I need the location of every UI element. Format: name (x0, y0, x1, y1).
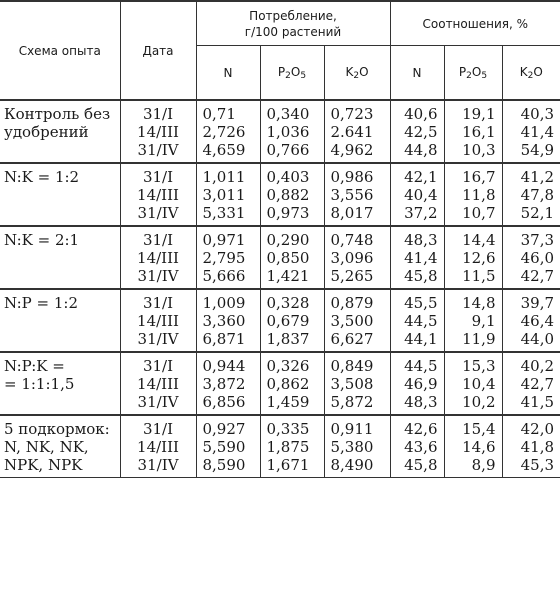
ratio-n-cell-line: 45,8 (404, 456, 438, 474)
n-cell-line: 6,871 (202, 330, 246, 348)
ratio-n-cell-line: 42,1 (404, 168, 438, 186)
date-cell-line: 31/I (142, 294, 174, 312)
ratio-k2o-cell (502, 100, 560, 163)
ratio-n-cell-line: 43,6 (404, 438, 438, 456)
k2o-cell (324, 289, 390, 352)
p2o5-cell-line: 0,328 (266, 294, 310, 312)
k2o-cell-line: 5,265 (330, 267, 374, 285)
ratio-p2o5-cell-line: 12,6 (462, 249, 496, 267)
date-cell (120, 100, 196, 163)
p2o5-cell (260, 100, 324, 163)
n-cell-line: 0,927 (202, 420, 246, 438)
date-cell-line: 31/IV (137, 393, 179, 411)
rp-o: O (471, 64, 482, 79)
ratio-n-cell-line: 45,5 (404, 294, 438, 312)
ratio-n-cell (390, 100, 444, 163)
ratio-p2o5-cell (444, 163, 502, 226)
p-letter: P (277, 64, 286, 79)
ratio-k2o-cell (502, 289, 560, 352)
scheme-cell-line: 5 подкормок: (4, 420, 110, 438)
k2o-cell-line: 5,380 (330, 438, 374, 456)
ratio-p2o5-cell-line: 10,7 (462, 204, 496, 222)
n-cell-line: 5,666 (202, 267, 246, 285)
rk-o: O (533, 64, 543, 79)
ratio-k2o-cell (502, 226, 560, 289)
ratio-n-cell-line: 44,5 (404, 357, 438, 375)
table-body (0, 100, 560, 478)
ratio-p2o5-cell-line: 8,9 (471, 456, 496, 474)
date-cell-line: 31/I (142, 357, 174, 375)
k-sub: 2 (353, 70, 360, 81)
header-consumption (196, 1, 390, 46)
k2o-cell-line: 2.641 (330, 123, 374, 141)
date-cell (120, 163, 196, 226)
ratio-k2o-cell-line: 41,4 (520, 123, 555, 141)
date-cell-line: 14/III (137, 186, 179, 204)
ratio-n-cell-line: 48,3 (404, 393, 438, 411)
date-cell-line: 31/IV (137, 267, 179, 285)
ratio-k2o-cell-line: 47,8 (520, 186, 555, 204)
ratio-n-cell-line: 40,4 (404, 186, 438, 204)
date-cell-line: 14/III (137, 249, 179, 267)
ratio-k2o-cell-line: 52,1 (520, 204, 555, 222)
scheme-cell (0, 415, 120, 478)
n-cell (196, 226, 260, 289)
date-cell-line: 31/IV (137, 456, 179, 474)
ratio-n-cell (390, 163, 444, 226)
ratio-p2o5-cell-line: 11,8 (462, 186, 496, 204)
p2o5-cell (260, 415, 324, 478)
ratio-k2o-cell-line: 46,0 (520, 249, 555, 267)
ratio-k2o-cell-line: 44,0 (520, 330, 555, 348)
p2o5-cell-line: 1,837 (266, 330, 310, 348)
ratio-p2o5-cell-line: 9,1 (471, 312, 496, 330)
scheme-cell-line: = 1:1:1,5 (4, 375, 75, 393)
ratio-n-cell-line: 42,6 (404, 420, 438, 438)
ratio-k2o-cell-line: 41,2 (520, 168, 555, 186)
k2o-cell-line: 0,849 (330, 357, 374, 375)
n-cell-line: 6,856 (202, 393, 246, 411)
p2o5-cell-line: 0,340 (266, 105, 310, 123)
ratio-k2o-cell-line: 42,7 (520, 375, 555, 393)
ratio-p2o5-cell-line: 19,1 (462, 105, 496, 123)
date-cell-line: 31/IV (137, 330, 179, 348)
header-consumption-line1: Потребление, (249, 8, 337, 23)
k2o-cell-line: 3,096 (330, 249, 374, 267)
ratio-n-cell-line: 44,5 (404, 312, 438, 330)
ratio-k2o-cell (502, 352, 560, 415)
scheme-cell (0, 226, 120, 289)
k2o-cell (324, 163, 390, 226)
ratio-k2o-cell (502, 163, 560, 226)
p2o5-cell-line: 0,403 (266, 168, 310, 186)
header-p2o5 (260, 46, 324, 101)
ratio-k2o-cell-line: 42,0 (520, 420, 555, 438)
table-row (0, 100, 560, 163)
ratio-n-cell-line: 42,5 (404, 123, 438, 141)
rk-sub: 2 (527, 70, 534, 81)
ratio-k2o-cell-line: 37,3 (520, 231, 555, 249)
date-cell-line: 14/III (137, 438, 179, 456)
table-row (0, 163, 560, 226)
header-ratio: Соотношения, % (390, 1, 560, 46)
ratio-k2o-cell-line: 40,3 (520, 105, 555, 123)
table-row (0, 352, 560, 415)
ratio-n-cell-line: 40,6 (404, 105, 438, 123)
date-cell (120, 415, 196, 478)
p2o5-cell-line: 0,850 (266, 249, 310, 267)
p-sub1: 2 (285, 70, 291, 81)
p2o5-cell (260, 163, 324, 226)
k2o-cell-line: 3,508 (330, 375, 374, 393)
ratio-k2o-cell-line: 39,7 (520, 294, 555, 312)
date-cell-line: 31/I (142, 231, 174, 249)
ratio-p2o5-cell (444, 289, 502, 352)
n-cell-line: 5,331 (202, 204, 246, 222)
table-row (0, 415, 560, 478)
ratio-n-cell-line: 41,4 (404, 249, 438, 267)
scheme-cell-line: N:K = 1:2 (4, 168, 80, 186)
n-cell-line: 3,011 (202, 186, 246, 204)
date-cell (120, 289, 196, 352)
ratio-p2o5-cell-line: 15,3 (462, 357, 496, 375)
ratio-n-cell (390, 226, 444, 289)
p2o5-cell-line: 1,036 (266, 123, 310, 141)
n-cell-line: 2,795 (202, 249, 246, 267)
table-row (0, 226, 560, 289)
scheme-cell (0, 352, 120, 415)
k2o-cell (324, 100, 390, 163)
k2o-cell-line: 5,872 (330, 393, 374, 411)
p2o5-cell-line: 0,290 (266, 231, 310, 249)
header-ratio-k2o (502, 46, 560, 101)
p2o5-cell-line: 0,882 (266, 186, 310, 204)
p-sub2: 5 (300, 70, 307, 81)
ratio-p2o5-cell-line: 11,5 (462, 267, 496, 285)
rp-letter: P (458, 64, 467, 79)
ratio-p2o5-cell-line: 10,2 (462, 393, 496, 411)
ratio-p2o5-cell-line: 10,3 (462, 141, 496, 159)
header-scheme: Схема опыта (0, 1, 120, 100)
header-k2o (324, 46, 390, 101)
header-n: N (196, 46, 260, 101)
ratio-k2o-cell-line: 41,8 (520, 438, 555, 456)
k2o-cell-line: 4,962 (330, 141, 374, 159)
p2o5-cell-line: 0,766 (266, 141, 310, 159)
ratio-p2o5-cell-line: 15,4 (462, 420, 496, 438)
ratio-p2o5-cell-line: 14,6 (462, 438, 496, 456)
date-cell-line: 31/I (142, 168, 174, 186)
date-cell-line: 14/III (137, 375, 179, 393)
k-o: O (359, 64, 369, 79)
scheme-cell-line: NPK, NPK (4, 456, 83, 474)
n-cell-line: 3,872 (202, 375, 246, 393)
p2o5-cell-line: 0,862 (266, 375, 310, 393)
k2o-cell (324, 226, 390, 289)
p-o: O (290, 64, 301, 79)
header-ratio-p2o5 (444, 46, 502, 101)
date-cell (120, 352, 196, 415)
ratio-n-cell-line: 44,1 (404, 330, 438, 348)
ratio-n-cell-line: 37,2 (404, 204, 438, 222)
p2o5-cell (260, 289, 324, 352)
n-cell-line: 3,360 (202, 312, 246, 330)
ratio-k2o-cell-line: 40,2 (520, 357, 555, 375)
date-cell-line: 31/I (142, 105, 174, 123)
date-cell (120, 226, 196, 289)
ratio-p2o5-cell-line: 10,4 (462, 375, 496, 393)
k2o-cell (324, 352, 390, 415)
rp-sub2: 5 (481, 70, 488, 81)
k2o-cell-line: 0,723 (330, 105, 374, 123)
p2o5-cell-line: 0,326 (266, 357, 310, 375)
ratio-n-cell-line: 48,3 (404, 231, 438, 249)
date-cell-line: 31/IV (137, 204, 179, 222)
date-cell-line: 14/III (137, 123, 179, 141)
n-cell (196, 352, 260, 415)
n-cell-line: 1,009 (202, 294, 246, 312)
scheme-cell-line: N:K = 2:1 (4, 231, 80, 249)
p2o5-cell-line: 1,421 (266, 267, 310, 285)
p2o5-cell (260, 352, 324, 415)
ratio-p2o5-cell (444, 415, 502, 478)
p2o5-cell-line: 1,671 (266, 456, 310, 474)
n-cell (196, 289, 260, 352)
n-cell-line: 5,590 (202, 438, 246, 456)
p2o5-cell-line: 0,679 (266, 312, 310, 330)
p2o5-cell-line: 1,875 (266, 438, 310, 456)
k2o-cell-line: 0,986 (330, 168, 374, 186)
n-cell-line: 0,971 (202, 231, 246, 249)
ratio-p2o5-cell-line: 14,8 (462, 294, 496, 312)
ratio-k2o-cell-line: 41,5 (520, 393, 555, 411)
date-cell-line: 31/IV (137, 141, 179, 159)
rp-sub1: 2 (466, 70, 472, 81)
ratio-n-cell (390, 289, 444, 352)
n-cell-line: 0,944 (202, 357, 246, 375)
header-consumption-line2: г/100 растений (244, 24, 342, 39)
ratio-n-cell-line: 46,9 (404, 375, 438, 393)
scheme-cell (0, 289, 120, 352)
n-cell (196, 415, 260, 478)
k-letter: K (345, 64, 354, 79)
k2o-cell-line: 3,556 (330, 186, 374, 204)
ratio-n-cell (390, 352, 444, 415)
ratio-k2o-cell-line: 42,7 (520, 267, 555, 285)
header-date: Дата (120, 1, 196, 100)
date-cell-line: 14/III (137, 312, 179, 330)
scheme-cell-line: N, NK, NK, (4, 438, 89, 456)
p2o5-cell (260, 226, 324, 289)
date-cell-line: 31/I (142, 420, 174, 438)
ratio-k2o-cell-line: 54,9 (520, 141, 555, 159)
rk-letter: K (519, 64, 528, 79)
ratio-n-cell (390, 415, 444, 478)
n-cell (196, 100, 260, 163)
ratio-p2o5-cell-line: 11,9 (462, 330, 496, 348)
p2o5-cell-line: 1,459 (266, 393, 310, 411)
scheme-cell (0, 163, 120, 226)
ratio-k2o-cell-line: 45,3 (520, 456, 555, 474)
ratio-n-cell-line: 44,8 (404, 141, 438, 159)
table-row (0, 289, 560, 352)
k2o-cell-line: 0,879 (330, 294, 374, 312)
header-ratio-n: N (390, 46, 444, 101)
p2o5-cell-line: 0,335 (266, 420, 310, 438)
ratio-k2o-cell (502, 415, 560, 478)
scheme-cell-line: N:P:K = (4, 357, 65, 375)
scheme-cell-line: N:P = 1:2 (4, 294, 78, 312)
n-cell-line: 4,659 (202, 141, 246, 159)
k2o-cell-line: 0,748 (330, 231, 374, 249)
n-cell-line: 0,71 (202, 105, 236, 123)
scheme-cell-line: Контроль без (4, 105, 111, 123)
p2o5-cell-line: 0,973 (266, 204, 310, 222)
ratio-k2o-cell-line: 46,4 (520, 312, 555, 330)
ratio-p2o5-cell-line: 14,4 (462, 231, 496, 249)
ratio-p2o5-cell (444, 352, 502, 415)
k2o-cell-line: 0,911 (330, 420, 374, 438)
n-cell-line: 2,726 (202, 123, 246, 141)
k2o-cell-line: 8,017 (330, 204, 374, 222)
scheme-cell (0, 100, 120, 163)
ratio-p2o5-cell (444, 100, 502, 163)
n-cell-line: 1,011 (202, 168, 246, 186)
ratio-n-cell-line: 45,8 (404, 267, 438, 285)
ratio-p2o5-cell-line: 16,1 (462, 123, 496, 141)
k2o-cell-line: 3,500 (330, 312, 374, 330)
ratio-p2o5-cell (444, 226, 502, 289)
k2o-cell-line: 6,627 (330, 330, 374, 348)
k2o-cell (324, 415, 390, 478)
n-cell-line: 8,590 (202, 456, 246, 474)
n-cell (196, 163, 260, 226)
k2o-cell-line: 8,490 (330, 456, 374, 474)
scheme-cell-line: удобрений (4, 123, 89, 141)
ratio-p2o5-cell-line: 16,7 (462, 168, 496, 186)
